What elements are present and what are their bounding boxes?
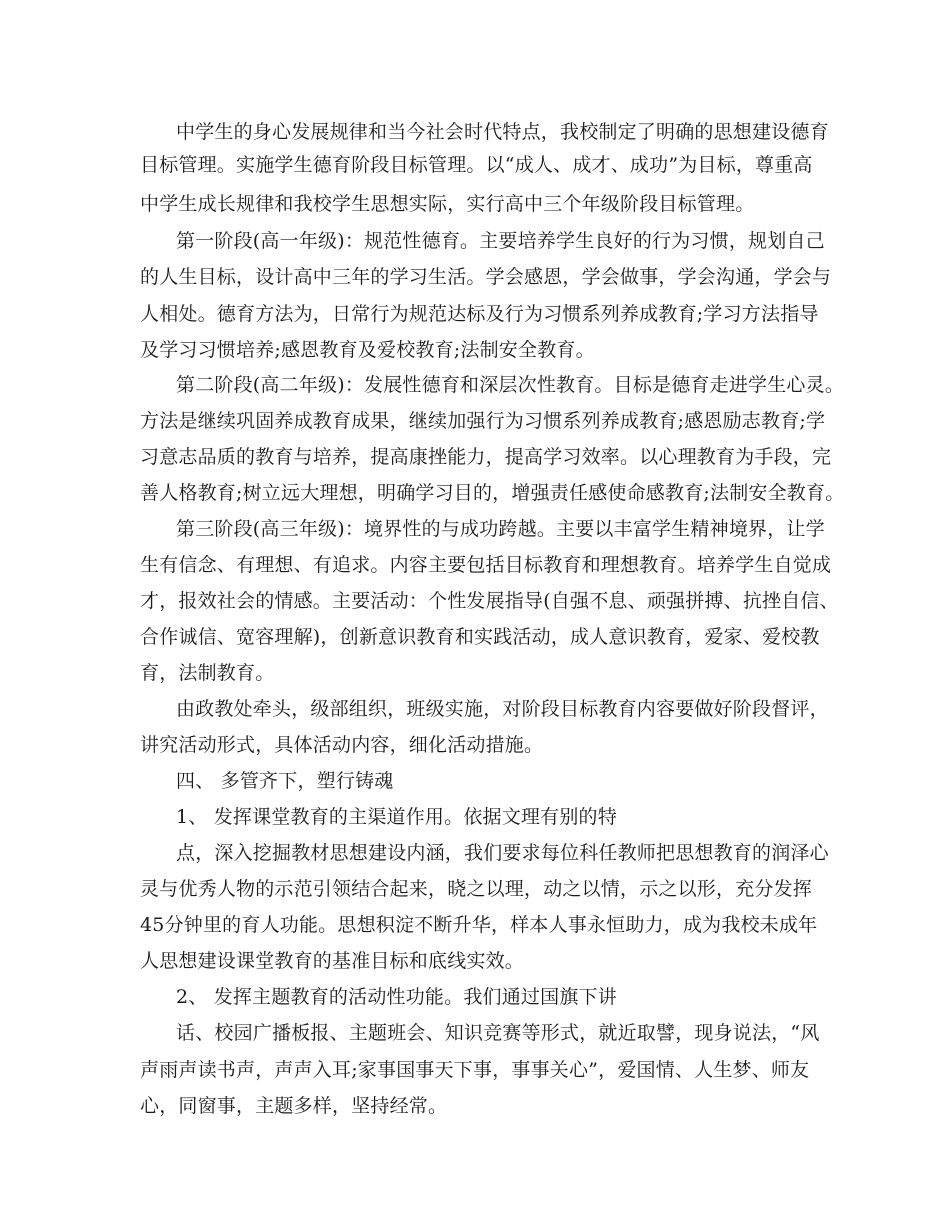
text-line: 讲究活动形式，具体活动内容，细化活动措施。: [140, 734, 544, 756]
text-line: 合作诚信、宽容理解)，创新意识教育和实践活动，成人意识教育，爱家、爱校教: [140, 626, 820, 648]
text-line: 习意志品质的教育与培养，提高康挫能力，提高学习效率。以心理教育为手段，完: [140, 446, 832, 468]
text-line: 2、 发挥主题教育的活动性功能。我们通过国旗下讲: [176, 986, 617, 1008]
text-line: 心，同窗事，主题多样，坚持经常。: [140, 1095, 448, 1117]
text-line: 善人格教育;树立远大理想，明确学习目的，增强责任感使命感教育;法制安全教育。: [140, 482, 845, 504]
text-line: 生有信念、有理想、有追求。内容主要包括目标教育和理想教育。培养学生自觉成: [140, 554, 832, 576]
text-line: 话、校园广播板报、主题班会、知识竞赛等形式，就近取譬，现身说法，“风: [176, 1022, 820, 1044]
text-line: 才，报效社会的情感。主要活动：个性发展指导(自强不息、顽强拼搏、抗挫自信、: [140, 590, 839, 612]
text-line: 中学生的身心发展规律和当今社会时代特点，我校制定了明确的思想建设德育: [176, 121, 829, 143]
text-line: 人相处。德育方法为，日常行为规范达标及行为习惯系列养成教育;学习方法指导: [140, 303, 819, 325]
text-line: 由政教处牵头，级部组织，班级实施，对阶段目标教育内容要做好阶段督评，: [176, 698, 829, 720]
text-line: 第三阶段(高三年级)：境界性的与成功跨越。主要以丰富学生精神境界，让学: [176, 518, 825, 540]
text-line: 目标管理。实施学生德育阶段目标管理。以“成人、成才、成功”为目标，尊重高: [140, 154, 813, 176]
text-line: 中学生成长规律和我校学生思想实际，实行高中三个年级阶段目标管理。: [140, 193, 755, 215]
text-line: 第一阶段(高一年级)：规范性德育。主要培养学生良好的行为习惯，规划自己: [176, 230, 825, 252]
text-line: 育，法制教育。: [140, 662, 275, 684]
text-line: 灵与优秀人物的示范引领结合起来，晓之以理，动之以情，示之以形，充分发挥: [140, 878, 813, 900]
text-line: 点，深入挖掘教材思想建设内涵，我们要求每位科任教师把思想教育的润泽心: [176, 842, 829, 864]
text-line: 45分钟里的育人功能。思想积淀不断升华，样本人事永恒助力，成为我校未成年: [140, 914, 818, 936]
section-heading: 四、 多管齐下，塑行铸魂: [176, 770, 394, 792]
text-line: 方法是继续巩固养成教育成果，继续加强行为习惯系列养成教育;感恩励志教育;学: [140, 410, 826, 432]
text-line: 的人生目标，设计高中三年的学习生活。学会感恩，学会做事，学会沟通，学会与: [140, 266, 832, 288]
text-line: 声雨声读书声，声声入耳;家事国事天下事，事事关心”，爱国情、人生梦、师友: [140, 1059, 810, 1081]
text-line: 及学习习惯培养;感恩教育及爱校教育;法制安全教育。: [140, 339, 595, 361]
text-line: 第二阶段(高二年级)：发展性德育和深层次性教育。目标是德育走进学生心灵。: [176, 374, 845, 396]
text-line: 人思想建设课堂教育的基准目标和底线实效。: [140, 950, 525, 972]
text-line: 1、 发挥课堂教育的主渠道作用。依据文理有别的特: [176, 806, 617, 828]
